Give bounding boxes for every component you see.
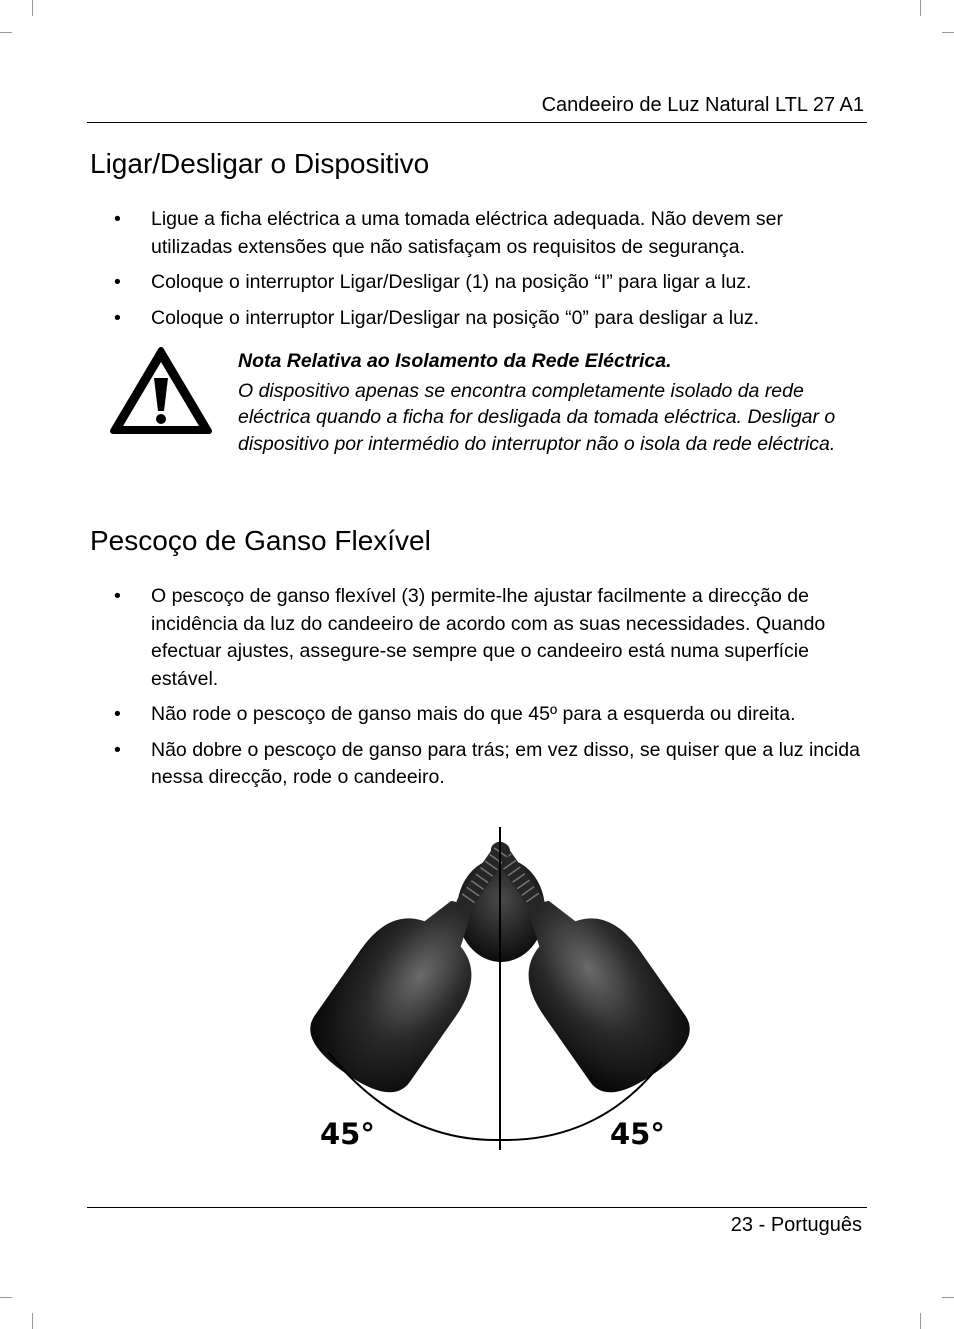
angle-label-left: 45°	[320, 1117, 375, 1151]
section-heading-gooseneck: Pescoço de Ganso Flexível	[90, 525, 431, 556]
warning-triangle-icon	[108, 345, 214, 437]
list-item: • O pescoço de ganso flexível (3) permite-lhe ajustar facilmente a direcção de incidência da luz do candeeiro de acordo com as suas necessidades. Quando efectuar ajustes, assegure-se sempre que o candeeiro está numa superfície estável.	[110, 583, 862, 693]
gooseneck-bullet-list	[110, 583, 862, 792]
list-item: • Ligue a ficha eléctrica a uma tomada eléctrica adequada. Não devem ser utilizadas extensões que não satisfaçam os requisitos de segurança.	[110, 206, 862, 261]
angle-label-right: 45°	[610, 1117, 665, 1151]
header-rule	[87, 122, 867, 123]
section-heading-power: Ligar/Desligar o Dispositivo	[90, 148, 430, 179]
crop-mark	[0, 1297, 12, 1298]
list-item: • Não dobre o pescoço de ganso para trás; em vez disso, se quiser que a luz incida nessa direcção, rode o candeeiro.	[110, 737, 862, 792]
list-item: • Não rode o pescoço de ganso mais do que 45º para a esquerda ou direita.	[110, 701, 862, 729]
isolation-note	[238, 348, 863, 457]
power-bullet-list	[110, 206, 862, 332]
crop-mark	[942, 32, 954, 33]
list-item: • Coloque o interruptor Ligar/Desligar na posição “0” para desligar a luz.	[110, 305, 862, 333]
crop-mark	[942, 1297, 954, 1298]
list-item: • Coloque o interruptor Ligar/Desligar (1) na posição “I” para ligar a luz.	[110, 269, 862, 297]
note-title: Nota Relativa ao Isolamento da Rede Eléctrica.	[238, 350, 672, 372]
note-body: O dispositivo apenas se encontra completamente isolado da rede eléctrica quando a ficha for desligada da tomada eléctrica. Desligar o dispositivo por intermédio do interruptor não o isola da rede eléctrica.	[238, 379, 836, 455]
running-header: Candeeiro de Luz Natural LTL 27 A1	[541, 94, 864, 116]
crop-mark	[0, 32, 12, 33]
gooseneck-rotation-figure	[300, 822, 700, 1157]
crop-mark	[920, 0, 921, 16]
crop-mark	[920, 1313, 921, 1329]
crop-mark	[32, 1313, 33, 1329]
page-footer: 23 - Português	[730, 1214, 862, 1236]
footer-rule	[87, 1207, 867, 1208]
crop-mark	[32, 0, 33, 16]
